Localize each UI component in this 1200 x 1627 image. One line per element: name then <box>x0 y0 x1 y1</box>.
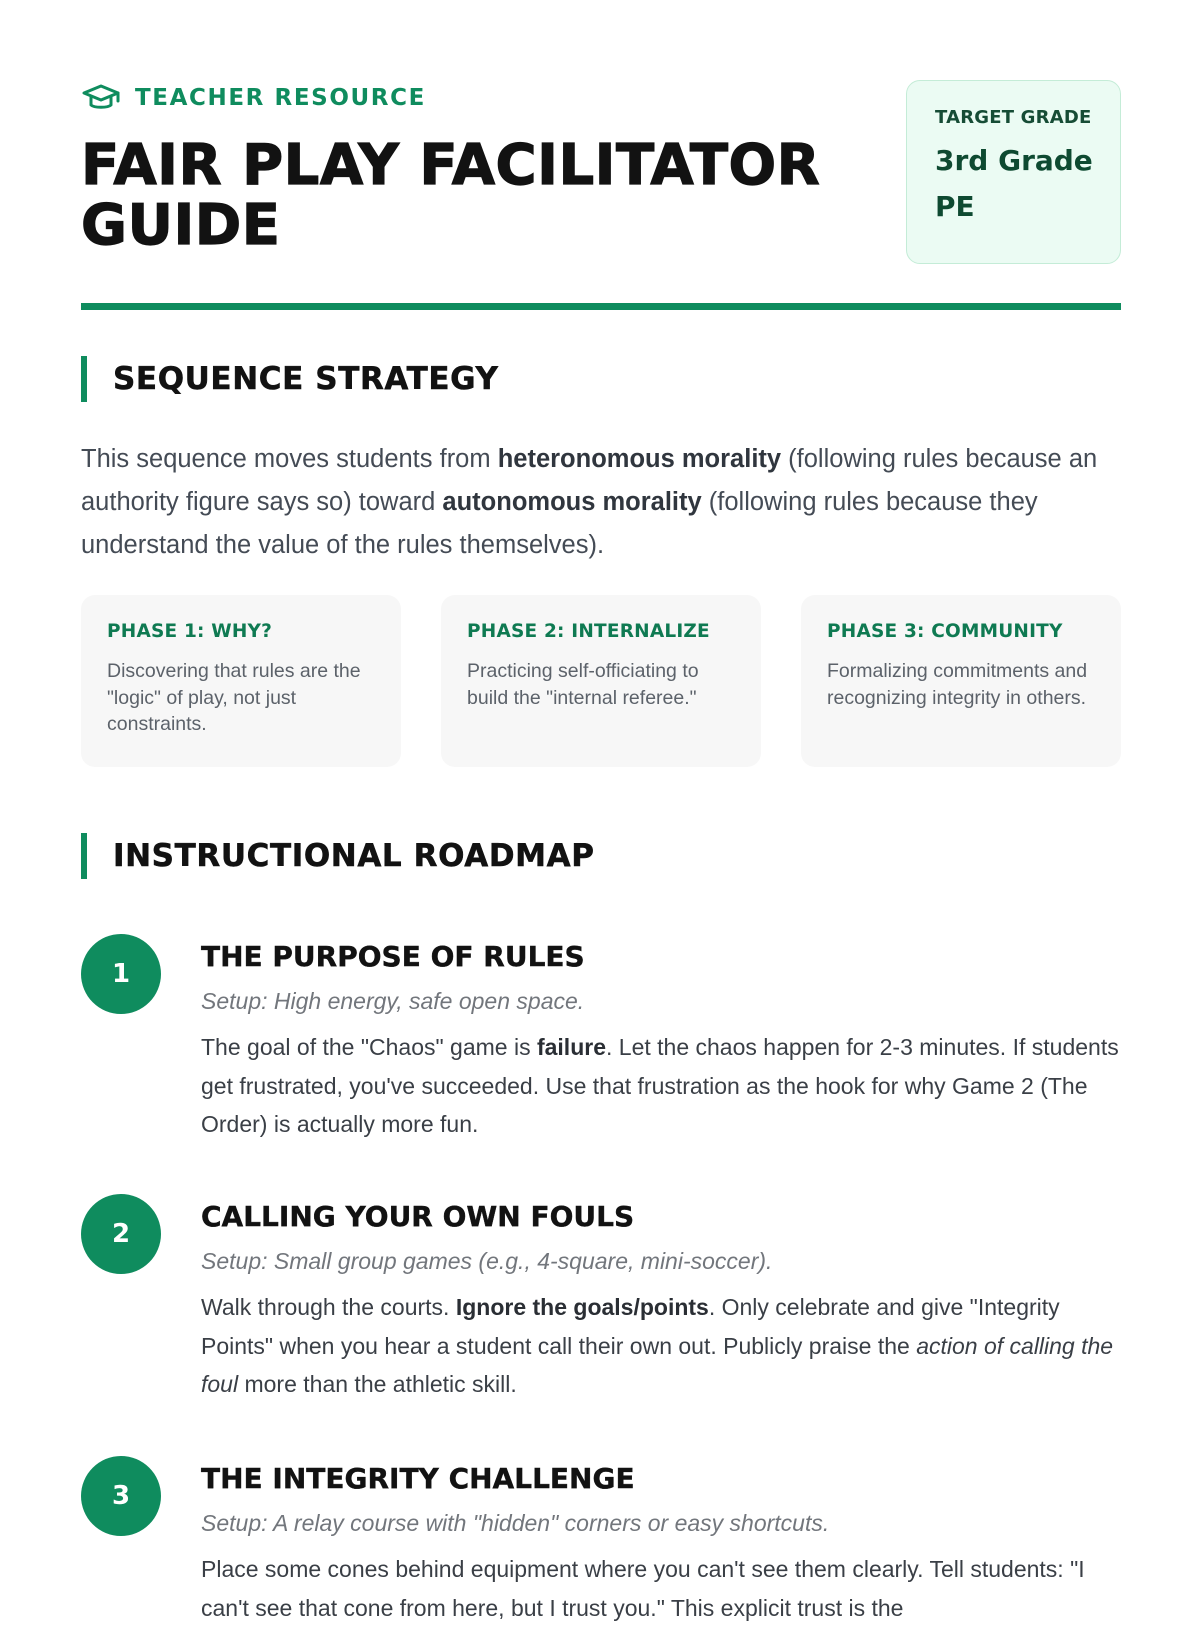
eyebrow-label: TEACHER RESOURCE <box>135 85 426 111</box>
section-title: INSTRUCTIONAL ROADMAP <box>113 838 595 874</box>
step-text: . Only celebrate and give "Integrity Points" when you hear a student call their own out. Publicly praise the <box>201 1294 1060 1359</box>
page-title <box>81 133 881 258</box>
phase-card-1 <box>81 595 401 767</box>
phase-card-2 <box>441 595 761 767</box>
title-line-1: FAIR PLAY FACILITATOR <box>81 133 821 198</box>
section-accent-bar <box>81 833 87 879</box>
step-text: Place some cones behind equipment where you can't see them clearly. Tell students: "I can't see that cone from here, but I trust you." This explicit trust is the <box>201 1556 1085 1621</box>
grade-value-line-1: 3rd Grade <box>935 144 1093 177</box>
phase-cards <box>81 595 1121 767</box>
step-body <box>201 940 1121 1144</box>
section-title: SEQUENCE STRATEGY <box>113 361 499 397</box>
step-number-badge: 2 <box>81 1194 161 1274</box>
section-heading-roadmap <box>81 833 781 879</box>
step-number-badge: 1 <box>81 934 161 1014</box>
page-header <box>81 80 1121 310</box>
phase-card-3 <box>801 595 1121 767</box>
phase-description: Formalizing commitments and recognizing integrity in others. <box>827 660 1088 709</box>
step-number-badge: 3 <box>81 1456 161 1536</box>
phase-description: Practicing self-officiating to build the "internal referee." <box>467 660 699 709</box>
phase-title: PHASE 3: COMMUNITY <box>827 621 1063 642</box>
step-text: Walk through the courts. <box>201 1294 456 1320</box>
intro-emphasis: heteronomous morality <box>497 445 782 473</box>
intro-text: This sequence moves students from <box>81 445 498 473</box>
section-heading-sequence <box>81 356 781 402</box>
step-title: CALLING YOUR OWN FOULS <box>201 1200 635 1233</box>
step-body <box>201 1200 1121 1404</box>
step-title: THE PURPOSE OF RULES <box>201 940 585 973</box>
step-setup: Setup: Small group games (e.g., 4-square, mini-soccer). <box>201 1248 773 1274</box>
step-text: more than the athletic skill. <box>238 1371 517 1397</box>
grade-value <box>935 138 1096 230</box>
step-title: THE INTEGRITY CHALLENGE <box>201 1462 635 1495</box>
step-description <box>201 1288 1121 1404</box>
phase-title: PHASE 2: INTERNALIZE <box>467 621 710 642</box>
intro-text: (following rules because they understand the value of the rules themselves). <box>81 488 1038 559</box>
step-emphasis: failure <box>536 1034 606 1060</box>
eyebrow <box>81 80 426 116</box>
graduation-cap-icon <box>81 82 121 114</box>
step-text: The goal of the "Chaos" game is <box>201 1034 537 1060</box>
grade-label: TARGET GRADE <box>935 107 1092 128</box>
step-setup: Setup: A relay course with "hidden" corners or easy shortcuts. <box>201 1510 830 1536</box>
title-line-2: GUIDE <box>81 193 281 258</box>
header-divider <box>81 303 1121 310</box>
step-description <box>201 1550 1121 1627</box>
target-grade-card <box>906 80 1121 264</box>
intro-paragraph <box>81 438 1121 567</box>
step-description <box>201 1028 1121 1144</box>
grade-value-line-2: PE <box>935 190 975 223</box>
section-accent-bar <box>81 356 87 402</box>
phase-description: Discovering that rules are the "logic" of play, not just constraints. <box>107 660 361 735</box>
phase-title: PHASE 1: WHY? <box>107 621 273 642</box>
intro-text: (following rules because an authority figure says so) toward <box>81 445 1098 516</box>
step-emphasis: Ignore the goals/points <box>455 1294 709 1320</box>
step-text: . Let the chaos happen for 2-3 minutes. If students get frustrated, you've succeeded. Use that frustration as the hook for why Game 2 (The Order) is actually more fun. <box>201 1034 1119 1137</box>
step-setup: Setup: High energy, safe open space. <box>201 988 585 1014</box>
intro-emphasis: autonomous morality <box>442 488 702 516</box>
step-body <box>201 1462 1121 1627</box>
step-italic: action of calling the foul <box>201 1332 1114 1397</box>
